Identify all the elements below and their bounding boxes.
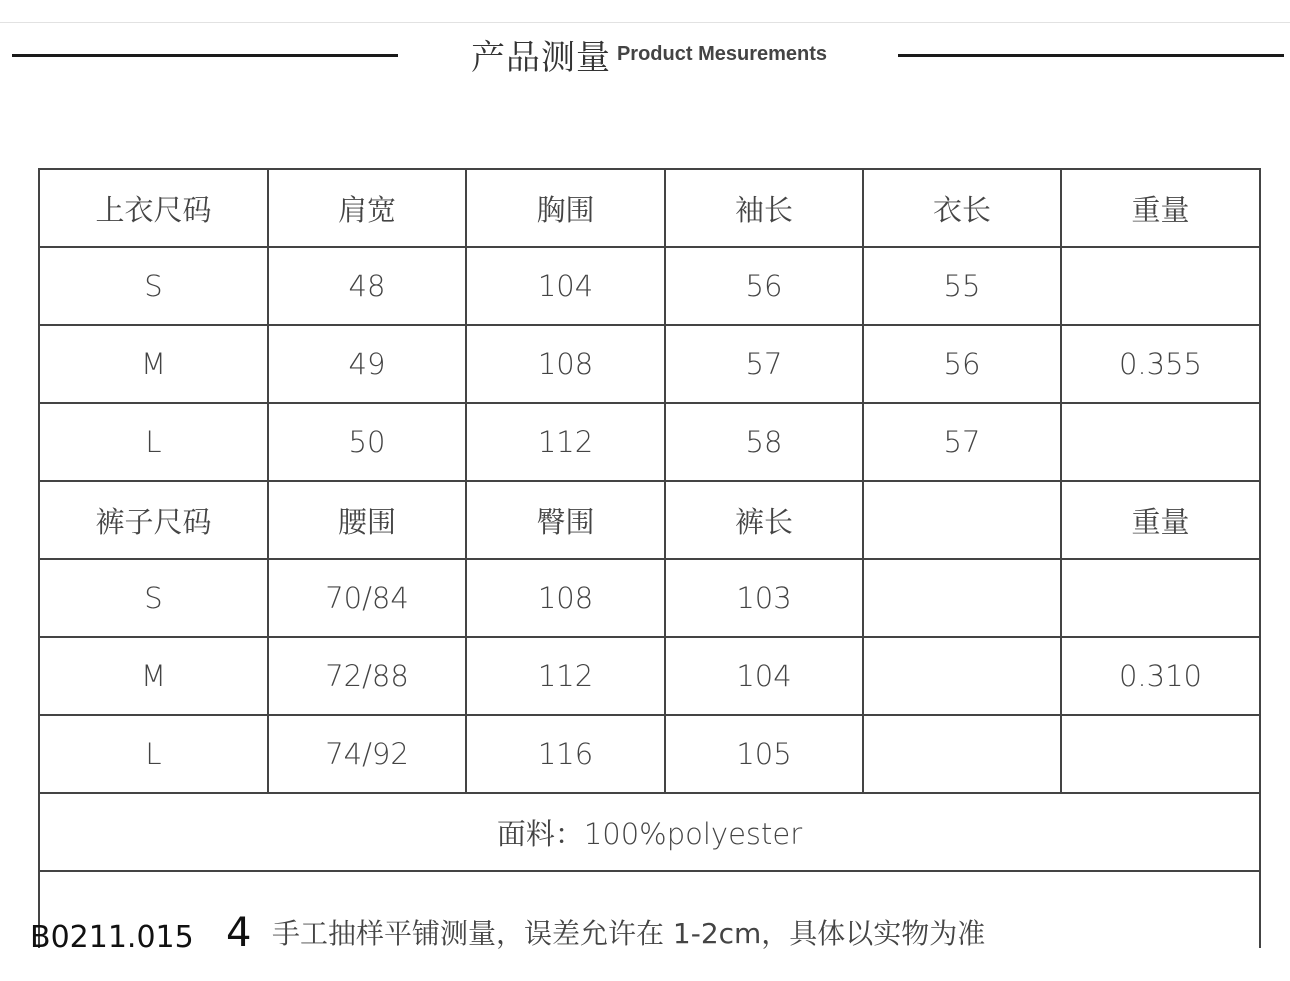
table-cell: 57 [665,325,863,403]
table-cell: 0.310 [1061,637,1260,715]
table-cell [863,559,1061,637]
table-cell: 104 [466,247,665,325]
table-cell: 0.355 [1061,325,1260,403]
table-cell: 70/84 [268,559,466,637]
table-cell: 116 [466,715,665,793]
header-cell: 胸围 [466,169,665,247]
title-chinese: 产品测量 [470,38,611,78]
table-cell: 48 [268,247,466,325]
product-code: B0211.015 [30,920,194,955]
table-cell: 105 [665,715,863,793]
header-cell: 腰围 [268,481,466,559]
table-cell [863,637,1061,715]
fabric-cell: 面料：100%polyester [39,793,1260,871]
table-cell: 112 [466,403,665,481]
header-cell: 裤长 [665,481,863,559]
table-cell [1061,247,1260,325]
header-cell: 重量 [1061,169,1260,247]
top-border [0,0,1290,23]
table-cell [1061,403,1260,481]
table-cell: 58 [665,403,863,481]
measurement-note: 手工抽样平铺测量，误差允许在 1-2cm，具体以实物为准 [272,917,986,950]
table-cell: S [39,559,268,637]
table-row [39,637,1260,715]
fabric-row [39,793,1260,871]
header-rule-right [898,54,1284,57]
table-cell: M [39,325,268,403]
header-cell: 重量 [1061,481,1260,559]
header-cell: 肩宽 [268,169,466,247]
header-cell: 上衣尺码 [39,169,268,247]
table-cell: 56 [665,247,863,325]
table-row [39,403,1260,481]
table-header-row [39,169,1260,247]
table-cell: 72/88 [268,637,466,715]
table-cell: L [39,715,268,793]
header-cell: 袖长 [665,169,863,247]
table-cell: 55 [863,247,1061,325]
measurement-table [38,168,1261,948]
table-cell: 57 [863,403,1061,481]
section-title [400,30,898,79]
table-header-row [39,481,1260,559]
table-cell: L [39,403,268,481]
header-cell: 衣长 [863,169,1061,247]
table-cell: 104 [665,637,863,715]
table-cell: 49 [268,325,466,403]
table-cell: 108 [466,559,665,637]
handwritten-mark: 4 [226,910,252,956]
table-cell: S [39,247,268,325]
table-row [39,247,1260,325]
table-row [39,559,1260,637]
table-cell: 108 [466,325,665,403]
table-cell [1061,715,1260,793]
table-cell: M [39,637,268,715]
table-cell [1061,559,1260,637]
table-cell: 74/92 [268,715,466,793]
table-cell: 56 [863,325,1061,403]
title-english: Product Mesurements [616,43,828,65]
header-rule-left [12,54,398,57]
table-row [39,325,1260,403]
table-cell: 112 [466,637,665,715]
header-cell: 裤子尺码 [39,481,268,559]
table-cell: 103 [665,559,863,637]
table-row [39,715,1260,793]
header-cell [863,481,1061,559]
table-cell: 50 [268,403,466,481]
table-cell [863,715,1061,793]
header-cell: 臀围 [466,481,665,559]
